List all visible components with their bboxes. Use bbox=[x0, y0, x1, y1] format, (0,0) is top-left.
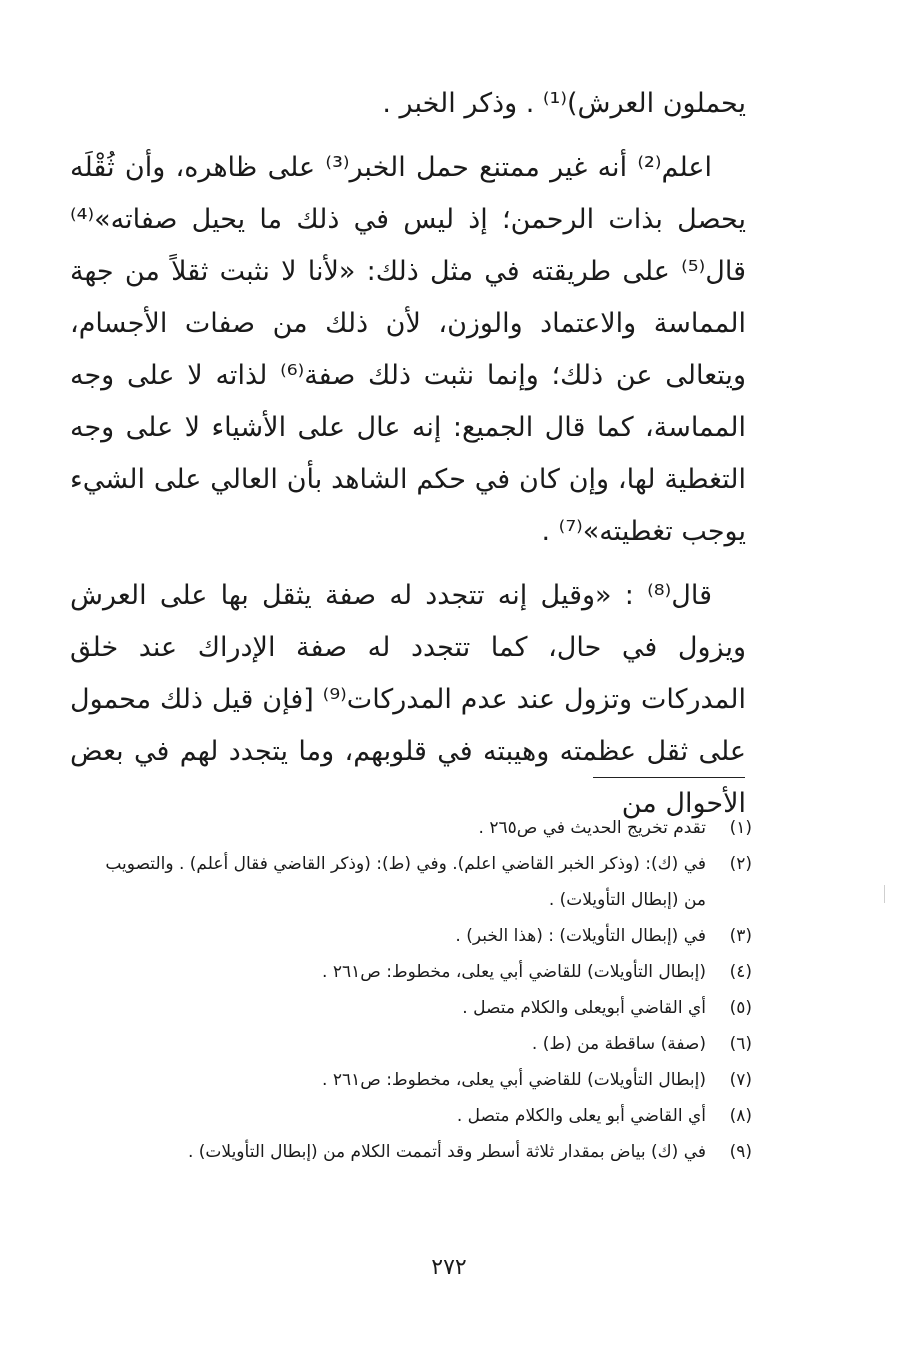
footnotes bbox=[100, 810, 752, 1170]
footnote-number: (٨) bbox=[729, 1106, 752, 1126]
footnote-number: (٩) bbox=[729, 1142, 752, 1162]
footnote-number: (٣) bbox=[729, 926, 752, 946]
footnote-item bbox=[100, 810, 752, 846]
main-text bbox=[70, 78, 746, 830]
footnote-text: أي القاضي أبويعلى والكلام متصل . bbox=[462, 998, 706, 1018]
paragraph-continuation: يحملون العرش)⁽¹⁾ . وذكر الخبر . bbox=[382, 88, 746, 119]
footnote-number: (١) bbox=[729, 818, 752, 838]
footnote-number: (٧) bbox=[729, 1070, 752, 1090]
margin-mark bbox=[884, 885, 885, 903]
footnote-text: في (ك) بياض بمقدار ثلاثة أسطر وقد أتممت الكلام من (إبطال التأويلات) . bbox=[187, 1142, 706, 1162]
footnote-item bbox=[100, 990, 752, 1026]
paragraph-qala bbox=[70, 570, 746, 830]
page-number: ٢٧٢ bbox=[431, 1255, 467, 1280]
paragraph-alam-text: اعلم⁽²⁾ أنه غير ممتنع حمل الخبر⁽³⁾ على ظاهره، وأن ثُقْلَه يحصل بذات الرحمن؛ إذ ليس في ذلك ما يحيل صفاته»⁽⁴⁾ قال⁽⁵⁾ على طريقته في مثل ذلك: «لأنا لا نثبت ثقلاً من جهة المماسة والاعتماد والوزن، لأن ذلك من صفات الأجسام، ويتعالى عن ذلك؛ وإنما نثبت ذلك صفة⁽⁶⁾ لذاته لا على وجه المماسة، كما قال الجميع: إنه عال على الأشياء لا على وجه التغطية لها، وإن كان في حكم الشاهد بأن العالي على الشيء يوجب تغطيته»⁽⁷⁾ . bbox=[70, 152, 746, 547]
footnote-number: (٥) bbox=[729, 998, 752, 1018]
footnote-item bbox=[100, 918, 752, 954]
footnote-separator bbox=[593, 777, 745, 778]
footnote-item bbox=[100, 1098, 752, 1134]
footnote-text: في (إبطال التأويلات) : (هذا الخبر) . bbox=[455, 926, 706, 946]
footnote-number: (٦) bbox=[729, 1034, 752, 1054]
footnote-text: تقدم تخريج الحديث في ص٢٦٥ . bbox=[478, 818, 706, 838]
footnote-item bbox=[100, 1026, 752, 1062]
footnote-text: (إبطال التأويلات) للقاضي أبي يعلى، مخطوط: ص٢٦١ . bbox=[322, 1070, 706, 1090]
footnote-number: (٢) bbox=[729, 854, 752, 874]
footnote-text: أي القاضي أبو يعلى والكلام متصل . bbox=[456, 1106, 706, 1126]
footnote-text: (صفة) ساقطة من (ط) . bbox=[531, 1034, 706, 1054]
footnote-text: (إبطال التأويلات) للقاضي أبي يعلى، مخطوط: ص٢٦١ . bbox=[322, 962, 706, 982]
footnote-item bbox=[100, 1134, 752, 1170]
footnote-item bbox=[100, 1062, 752, 1098]
footnote-item bbox=[100, 846, 752, 918]
paragraph-alam bbox=[70, 142, 746, 558]
footnote-text: في (ك): (وذكر الخبر القاضي اعلم). وفي (ط): (وذكر القاضي فقال أعلم) . والتصويب من (إبطال التأويلات) . bbox=[105, 854, 706, 910]
paragraph-qala-text: قال⁽⁸⁾ : «وقيل إنه تتجدد له صفة يثقل بها على العرش ويزول في حال، كما تتجدد له صفة الإدراك عند خلق المدركات وتزول عند عدم المدركات⁽⁹⁾ [فإن قيل ذلك محمول على ثقل عظمته وهيبته في قلوبهم، وما يتجدد لهم في بعض الأحوال من bbox=[70, 580, 747, 819]
footnote-item bbox=[100, 954, 752, 990]
footnote-number: (٤) bbox=[729, 962, 752, 982]
